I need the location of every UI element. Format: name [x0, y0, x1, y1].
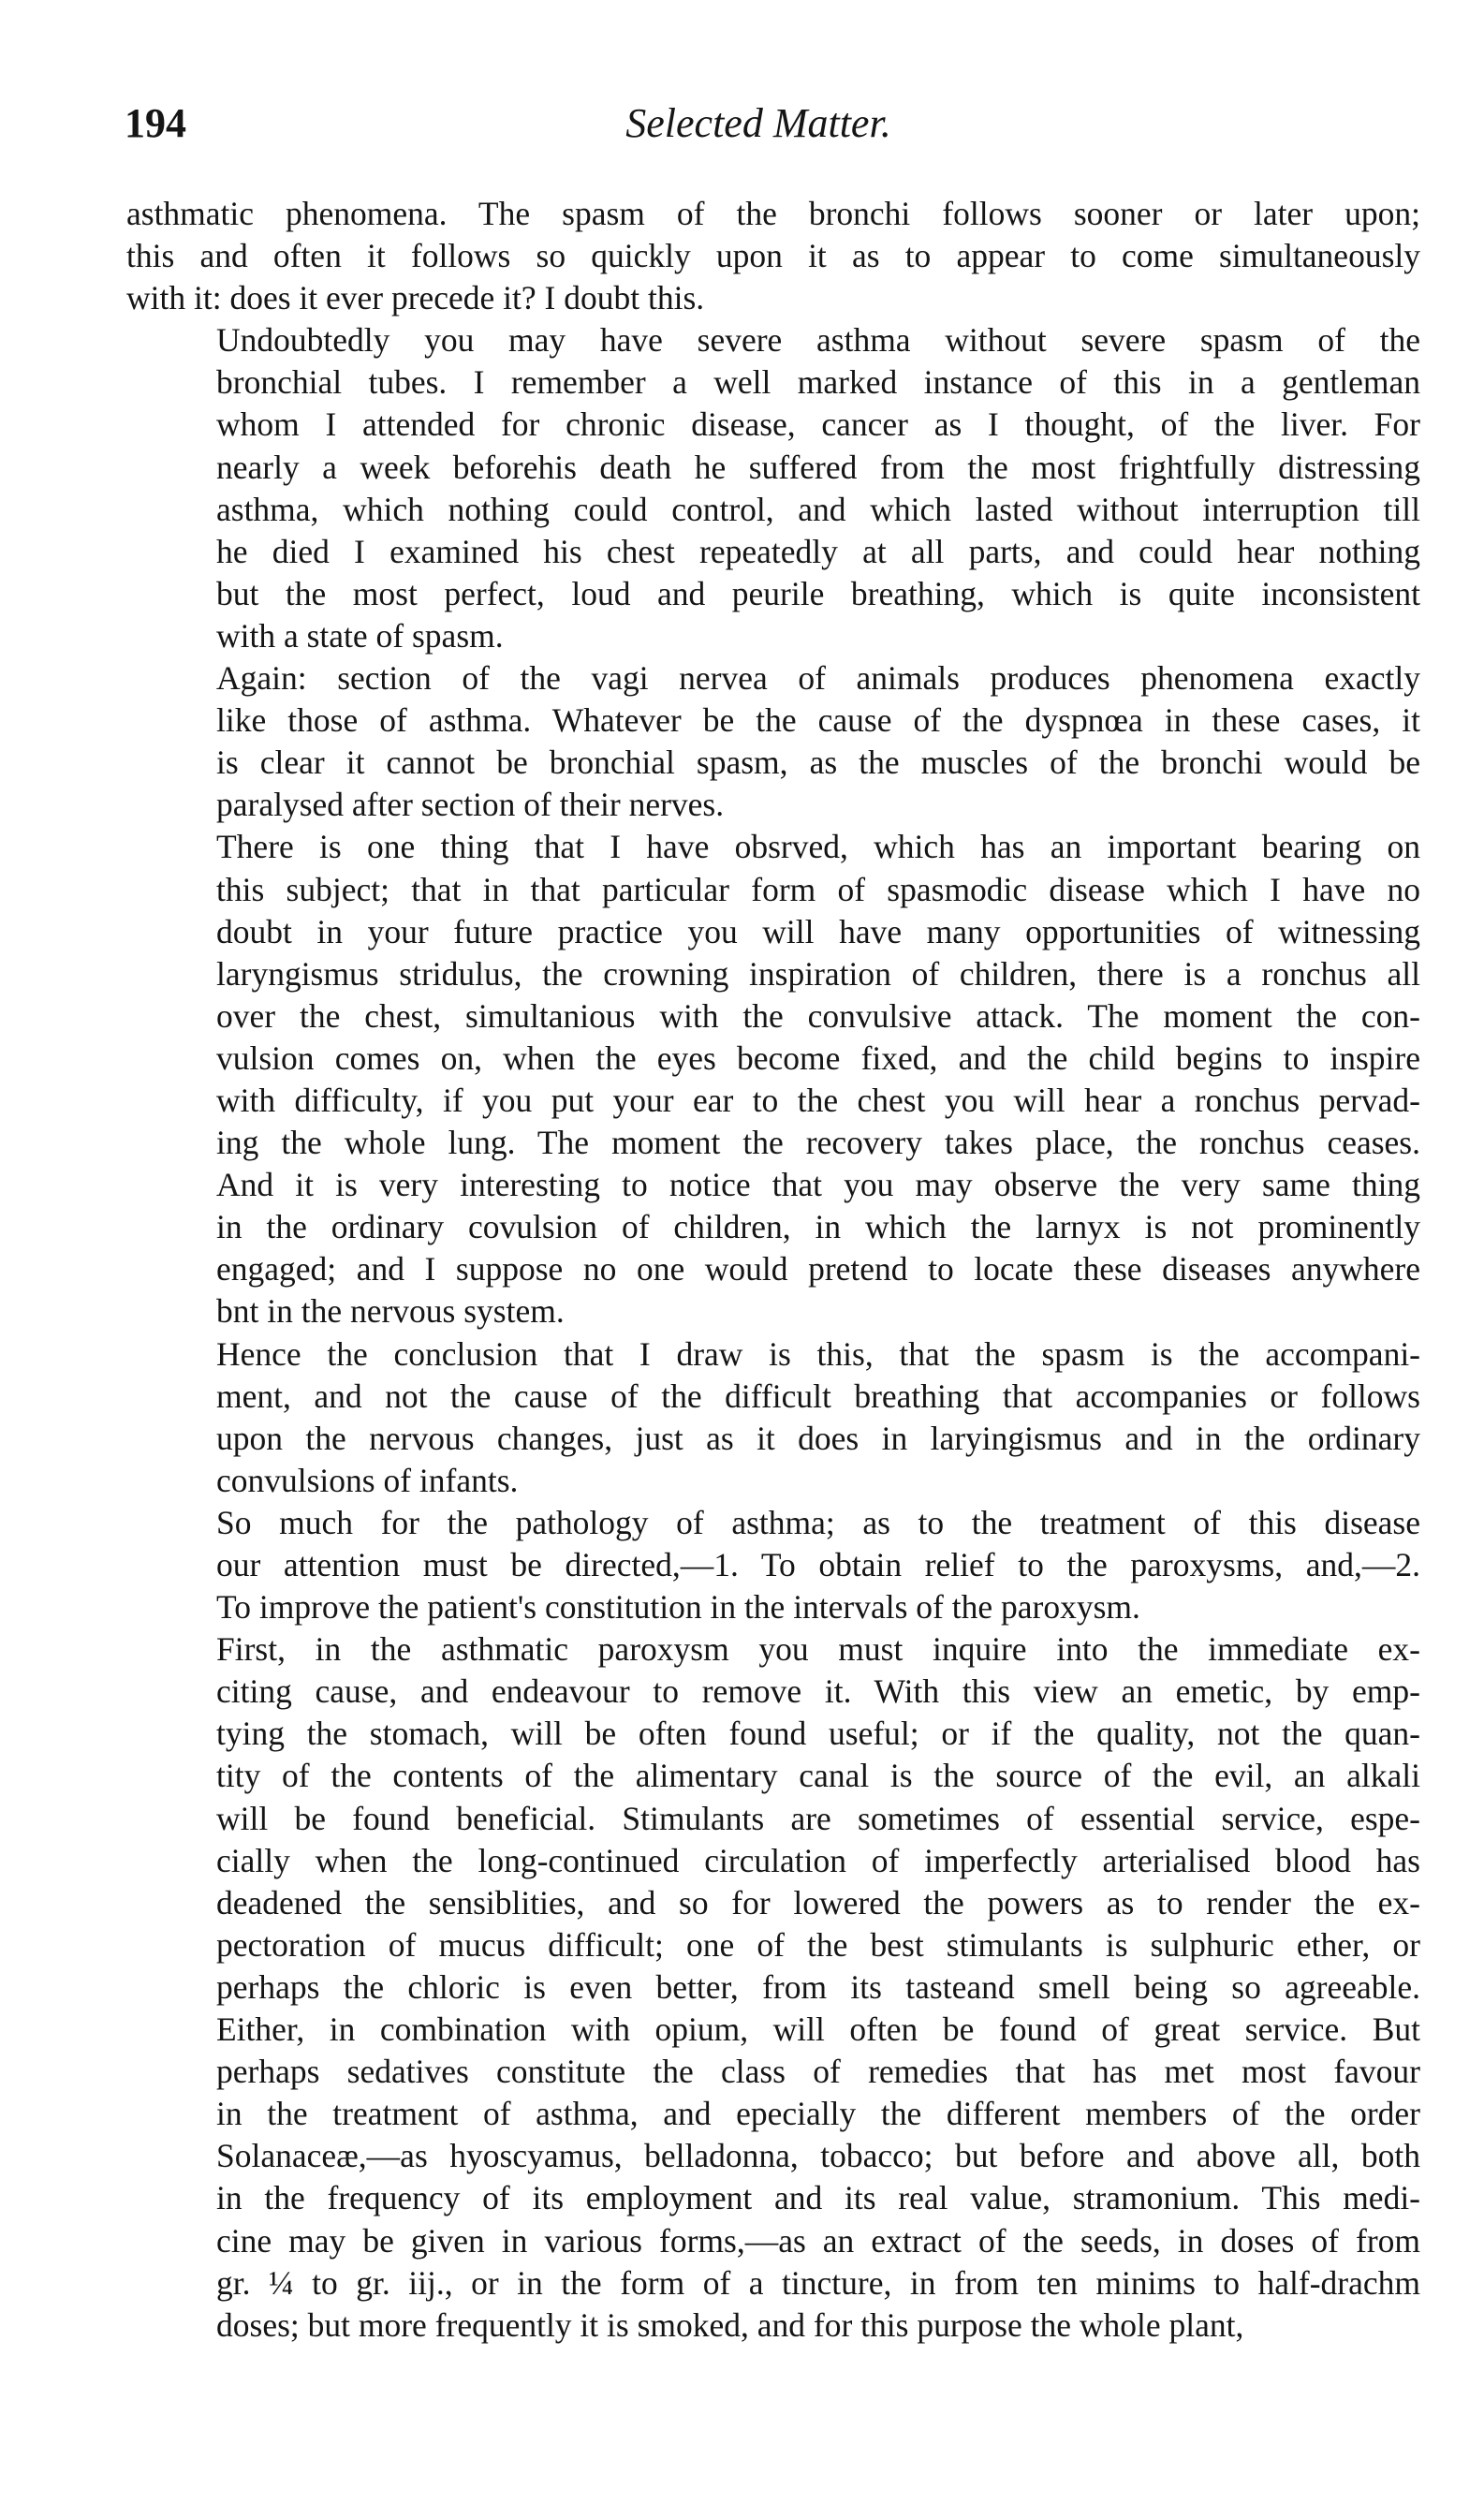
- text-line: paralysed after section of their nerves.: [216, 786, 725, 824]
- text-line: but the most perfect, loud and peurile breathing, which is quite inconsistent: [216, 574, 1420, 612]
- text-line: will be found beneficial. Stimulants are sometimes of essential service, espe-: [216, 1799, 1420, 1837]
- text-line: citing cause, and endeavour to remove it. With this view an emetic, by emp-: [216, 1672, 1420, 1711]
- paragraph: [126, 1333, 1420, 1502]
- text-line: First, in the asthmatic paroxysm you must inquire into the immediate ex-: [216, 1630, 1420, 1669]
- text-line: To improve the patient's constitution in the intervals of the paroxysm.: [216, 1588, 1140, 1627]
- text-line: our attention must be directed,—1. To obtain relief to the paroxysms, and,—2.: [216, 1546, 1420, 1583]
- text-line: bronchial tubes. I remember a well marked instance of this in a gentleman: [216, 363, 1420, 402]
- text-line: he died I examined his chest repeatedly at all parts, and could hear nothing: [216, 532, 1420, 570]
- text-line: like those of asthma. Whatever be the cause of the dyspnœa in these cases, it: [216, 701, 1420, 740]
- text-line: this and often it follows so quickly upon it as to appear to come simultaneously: [126, 237, 1420, 275]
- text-line: in the treatment of asthma, and epecially the different members of the order: [216, 2095, 1420, 2133]
- text-line: nearly a week beforehis death he suffered from the most frightfully distressing: [216, 448, 1420, 486]
- paragraph: [126, 1502, 1420, 1628]
- text-line: ing the whole lung. The moment the recovery takes place, the ronchus ceases.: [216, 1124, 1420, 1162]
- text-line: Hence the conclusion that I draw is this, that the spasm is the accompani-: [216, 1334, 1420, 1373]
- text-line: cine may be given in various forms,—as an extract of the seeds, in doses of from: [216, 2221, 1420, 2260]
- text-line: whom I attended for chronic disease, cancer as I thought, of the liver. For: [216, 405, 1420, 444]
- text-line: with it: does it ever precede it? I doubt this.: [126, 279, 705, 317]
- text-line: asthma, which nothing could control, and which lasted without interruption till: [216, 490, 1420, 528]
- page-number: 194: [125, 100, 186, 146]
- text-line: engaged; and I suppose no one would pretend to locate these diseases anywhere: [216, 1250, 1420, 1288]
- text-line: in the ordinary covulsion of children, in which the larnyx is not prominently: [216, 1208, 1420, 1246]
- text-line: this subject; that in that particular form of spasmodic disease which I have no: [216, 870, 1420, 908]
- text-line: bnt in the nervous system.: [216, 1292, 565, 1331]
- paragraph: [126, 1628, 1420, 2347]
- text-line: deadened the sensiblities, and so for lowered the powers as to render the ex-: [216, 1883, 1420, 1922]
- text-line: doubt in your future practice you will have many opportunities of witnessing: [216, 912, 1420, 950]
- text-line: And it is very interesting to notice that you may observe the very same thing: [216, 1166, 1420, 1204]
- paragraph: [126, 319, 1420, 657]
- paragraph: [126, 657, 1420, 826]
- text-line: with a state of spasm.: [216, 616, 504, 655]
- text-line: in the frequency of its employment and its real value, stramonium. This medi-: [216, 2179, 1420, 2217]
- text-line: with difficulty, if you put your ear to the chest you will hear a ronchus pervad-: [216, 1081, 1420, 1119]
- text-line: Again: section of the vagi nervea of animals produces phenomena exactly: [216, 659, 1420, 698]
- text-line: ment, and not the cause of the difficult breathing that accompanies or follows: [216, 1377, 1420, 1415]
- text-line: vulsion comes on, when the eyes become fixed, and the child begins to inspire: [216, 1038, 1420, 1077]
- text-line: perhaps the chloric is even better, from its tasteand smell being so agreeable.: [216, 1967, 1420, 2006]
- paragraph: [126, 193, 1420, 319]
- text-line: tity of the contents of the alimentary canal is the source of the evil, an alkali: [216, 1757, 1420, 1795]
- text-line: perhaps sedatives constitute the class of remedies that has met most favour: [216, 2053, 1420, 2091]
- running-title: Selected Matter.: [625, 100, 891, 146]
- text-line: There is one thing that I have obsrved, which has an important bearing on: [216, 828, 1420, 866]
- text-line: laryngismus stridulus, the crowning inspiration of children, there is a ronchus all: [216, 954, 1420, 993]
- text-line: upon the nervous changes, just as it does in laryingismus and in the ordinary: [216, 1419, 1420, 1457]
- text-line: convulsions of infants.: [216, 1461, 519, 1499]
- text-line: So much for the pathology of asthma; as to the treatment of this disease: [216, 1503, 1420, 1541]
- paragraph: [126, 826, 1420, 1333]
- text-line: asthmatic phenomena. The spasm of the bronchi follows sooner or later upon;: [126, 195, 1420, 232]
- text-line: Either, in combination with opium, will often be found of great service. But: [216, 2010, 1420, 2049]
- text-line: gr. ¼ to gr. iij., or in the form of a tincture, in from ten minims to half-drachm: [216, 2263, 1420, 2302]
- text-line: tying the stomach, will be often found useful; or if the quality, not the quan-: [216, 1715, 1420, 1753]
- body-text: [126, 193, 1420, 2347]
- text-line: pectoration of mucus difficult; one of the best stimulants is sulphuric ether, or: [216, 1925, 1420, 1964]
- text-line: Undoubtedly you may have severe asthma without severe spasm of the: [216, 321, 1420, 360]
- text-line: is clear it cannot be bronchial spasm, as the muscles of the bronchi would be: [216, 744, 1420, 782]
- text-line: Solanaceæ,—as hyoscyamus, belladonna, tobacco; but before and above all, both: [216, 2137, 1420, 2175]
- text-line: over the chest, simultanious with the convulsive attack. The moment the con-: [216, 996, 1420, 1035]
- text-line: doses; but more frequently it is smoked, and for this purpose the whole plant,: [216, 2305, 1244, 2344]
- text-line: cially when the long-continued circulation of imperfectly arterialised blood has: [216, 1841, 1420, 1879]
